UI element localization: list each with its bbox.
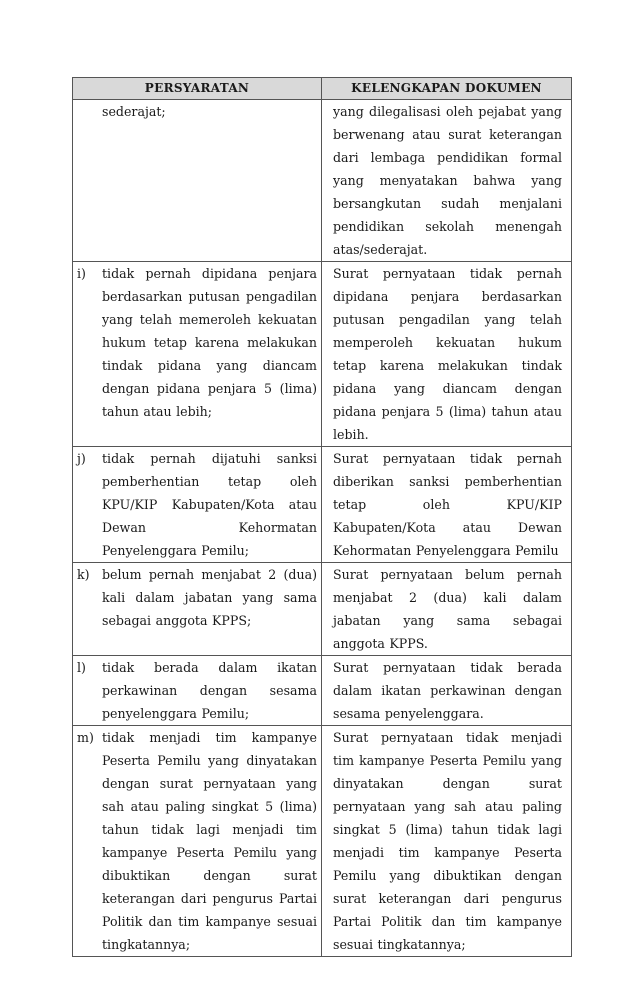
table-header-row [73,78,572,100]
document-text: Surat pernyataan tidak pernah diberikan sanksi pemberhentian tetap oleh KPU/KIP Kabupaten/Kota atau Dewan Kehormatan Penyelenggara Pemilu [333,451,562,558]
document-page [72,77,571,957]
document-cell [322,563,572,656]
table-row [73,100,572,262]
requirements-table [72,77,572,957]
requirement-cell [73,100,322,262]
document-cell [322,262,572,447]
document-cell [322,100,572,262]
document-text: Surat pernyataan belum pernah menjabat 2 (dua) kali dalam jabatan yang sama sebagai anggota KPPS. [333,567,562,651]
requirement-text: tidak pernah dijatuhi sanksi pemberhentian tetap oleh KPU/KIP Kabupaten/Kota atau Dewan Kehormatan Penyelenggara Pemilu; [102,451,317,558]
header-documents: KELENGKAPAN DOKUMEN [322,78,572,100]
requirement-cell [73,726,322,957]
document-cell [322,656,572,726]
requirement-cell [73,656,322,726]
requirement-text: tidak pernah dipidana penjara berdasarkan putusan pengadilan yang telah memeroleh kekuatan hukum tetap karena melakukan tindak pidana yang diancam dengan pidana penjara 5 (lima) tahun atau lebih; [102,266,317,419]
requirement-text: sederajat; [102,104,166,119]
requirement-text: belum pernah menjabat 2 (dua) kali dalam jabatan yang sama sebagai anggota KPPS; [102,567,317,628]
requirement-text: tidak berada dalam ikatan perkawinan dengan sesama penyelenggara Pemilu; [102,660,317,721]
requirement-cell [73,447,322,563]
table-row [73,563,572,656]
item-marker: m) [77,730,94,745]
item-marker: l) [77,660,86,675]
table-row [73,726,572,957]
item-marker [73,100,102,123]
item-marker: i) [77,266,86,281]
table-row [73,656,572,726]
item-marker: j) [77,451,86,466]
document-text: yang dilegalisasi oleh pejabat yang berwenang atau surat keterangan dari lembaga pendidikan formal yang menyatakan bahwa yang bersangkutan sudah menjalani pendidikan sekolah menengah atas/sederajat. [333,104,562,257]
document-text: Surat pernyataan tidak pernah dipidana penjara berdasarkan putusan pengadilan yang telah memperoleh kekuatan hukum tetap karena melakukan tindak pidana yang diancam dengan pidana penjara 5 (lima) tahun atau lebih. [333,266,562,442]
document-cell [322,726,572,957]
document-text: Surat pernyataan tidak berada dalam ikatan perkawinan dengan sesama penyelenggara. [333,660,562,721]
table-row [73,447,572,563]
item-marker: k) [77,567,90,582]
document-text: Surat pernyataan tidak menjadi tim kampanye Peserta Pemilu yang dinyatakan dengan surat pernyataan yang sah atau paling singkat 5 (lima) tahun tidak lagi menjadi tim kampanye Peserta Pemilu yang dibuktikan dengan surat keterangan dari pengurus Partai Politik dan tim kampanye sesuai tingkatannya; [333,730,562,952]
header-requirement: PERSYARATAN [73,78,322,100]
document-cell [322,447,572,563]
requirement-cell [73,262,322,447]
requirement-text: tidak menjadi tim kampanye Peserta Pemilu yang dinyatakan dengan surat pernyataan yang sah atau paling singkat 5 (lima) tahun tidak lagi menjadi tim kampanye Peserta Pemilu yang dibuktikan dengan surat keterangan dari pengurus Partai Politik dan tim kampanye sesuai tingkatannya; [102,730,317,952]
table-row [73,262,572,447]
requirement-cell [73,563,322,656]
